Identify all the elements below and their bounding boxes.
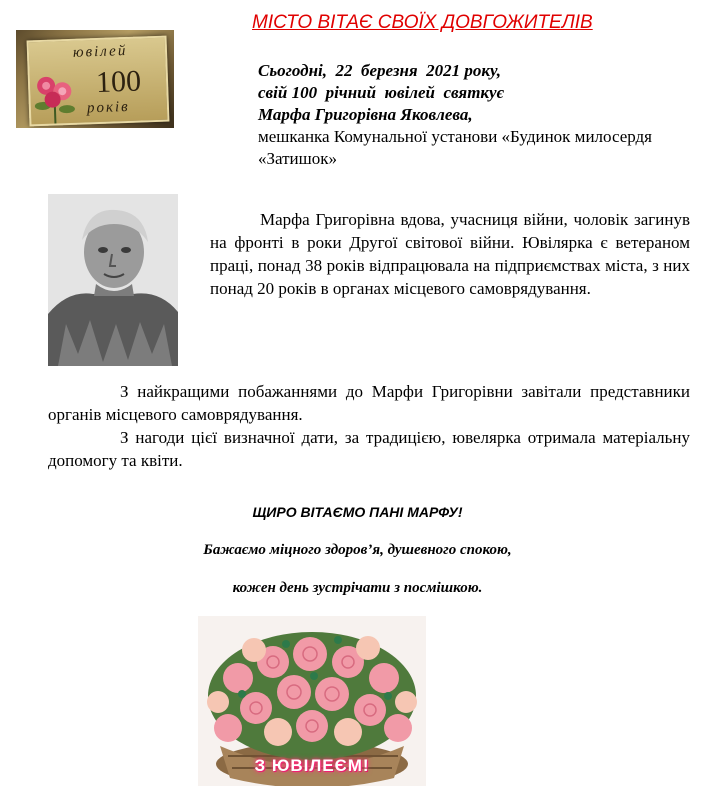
- greeting-wish-1: Бажаємо міцного здоров’я, душевного спокою,: [203, 542, 512, 558]
- flower-basket-image: [198, 616, 426, 786]
- jubilee-card-image: [16, 30, 174, 128]
- card-paper: [27, 36, 170, 127]
- card-number: 100: [95, 64, 142, 100]
- card-text-jubilee: ювілей: [72, 42, 128, 61]
- intro-name-line: Марфа Григорівна Яковлева,: [258, 105, 473, 124]
- intro-jubilee-line: свій 100 річний ювілей святкує: [258, 83, 504, 102]
- page-title: МІСТО ВІТАЄ СВОЇХ ДОВГОЖИТЕЛІВ: [252, 12, 593, 33]
- intro-resident-line: мешканка Комунальної установи «Будинок милосердя «Затишок»: [258, 127, 652, 168]
- bio-paragraph: Марфа Григорівна вдова, учасниця війни, чоловік загинув на фронті в роки Другої світової війни. Ювілярка є ветераном праці, понад 38 років відпрацювала на підприємствах міста, з них понад 20 років в органах місцевого самоврядування.: [210, 210, 690, 298]
- intro-block: [258, 60, 668, 170]
- roses-icon: [32, 69, 80, 125]
- portrait-drawing: [48, 194, 178, 366]
- visit-paragraph: З найкращими побажаннями до Марфи Григорівни завітали представники органів місцевого самоврядування.: [48, 382, 690, 424]
- card-text-years: років: [86, 98, 130, 117]
- portrait-photo: [48, 194, 178, 366]
- greeting-heading: ЩИРО ВІТАЄМО ПАНІ МАРФУ!: [252, 504, 463, 520]
- intro-date-line: Сьогодні, 22 березня 2021 року,: [258, 61, 501, 80]
- gift-paragraph: З нагоди цієї визначної дати, за традицією, ювелярка отримала матеріальну допомогу та квіти.: [48, 428, 690, 470]
- jubilee-banner: З ЮВІЛЕЄМ!: [254, 756, 370, 775]
- body-text: [48, 380, 690, 472]
- greeting-wish-2: кожен день зустрічати з посмішкою.: [232, 580, 483, 596]
